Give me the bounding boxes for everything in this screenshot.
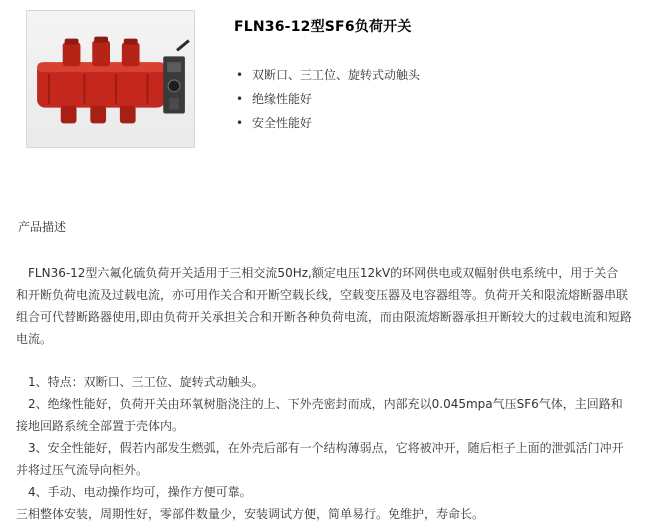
top-bushing-1 — [63, 43, 81, 67]
product-image — [26, 10, 195, 148]
bottom-bushing-1 — [61, 106, 77, 124]
point-line: 4、手动、电动操作均可，操作方便可靠。 — [16, 485, 252, 499]
feature-text: 绝缘性能好 — [252, 92, 313, 106]
point-line: 并将过压气流导向柜外。 — [16, 463, 149, 477]
bottom-bushing-3 — [120, 106, 136, 124]
point-line: 1、特点：双断口、三工位、旋转式动触头。 — [16, 375, 264, 389]
feature-text: 安全性能好 — [252, 116, 313, 130]
intro-line: 组合可代替断路器使用,即由负荷开关承担关合和开断各种负荷电流，而由限流熔断器承担开断较大的过载电流和短路 — [16, 310, 632, 324]
product-title: FLN36-12型SF6负荷开关 — [234, 19, 412, 35]
feature-item — [236, 63, 420, 87]
feature-list — [236, 63, 420, 135]
mechanism-shaft — [168, 80, 180, 92]
top-bushing-2 — [92, 41, 110, 67]
description-intro — [16, 262, 636, 350]
point-line: 三相整体安装，周期性好，零部件数量少，安装调试方便，简单易行。免维护，寿命长。 — [16, 507, 485, 521]
description-points — [16, 371, 636, 525]
bushing-cap-3 — [124, 39, 138, 45]
description-heading: 产品描述 — [18, 220, 67, 234]
intro-line: FLN36-12型六氟化硫负荷开关适用于三相交流50Hz,额定电压12kV的环网供电或双幅射供电系统中，用于关合 — [16, 266, 619, 280]
bullet-icon: • — [236, 68, 244, 82]
intro-line: 和开断负荷电流及过载电流，亦可用作关合和开断空载长线，空载变压器及电容器组等。负荷开关和限流熔断器串联 — [16, 288, 629, 302]
point-line: 接地回路系统全部置于壳体内。 — [16, 419, 185, 433]
bottom-bushing-2 — [90, 106, 106, 124]
load-switch-illustration — [27, 11, 194, 147]
bullet-icon: • — [236, 116, 244, 130]
top-bushing-3 — [122, 43, 140, 67]
bushing-cap-2 — [94, 37, 108, 43]
point-line: 3、安全性能好，假若内部发生燃弧，在外壳后部有一个结构薄弱点，它将被冲开，随后柜子上面的泄弧活门冲开 — [16, 441, 624, 455]
bullet-icon: • — [236, 92, 244, 106]
mechanism-arm — [177, 41, 189, 51]
mechanism-panel — [167, 62, 181, 72]
point-line: 2、绝缘性能好，负荷开关由环氧树脂浇注的上、下外壳密封而成，内部充以0.045mpa气压SF6气体，主回路和 — [16, 397, 623, 411]
bushing-cap-1 — [65, 39, 79, 45]
mechanism-lever — [169, 98, 179, 110]
feature-item — [236, 111, 420, 135]
feature-text: 双断口、三工位、旋转式动触头 — [252, 68, 421, 82]
feature-item — [236, 87, 420, 111]
intro-line: 电流。 — [16, 332, 53, 346]
